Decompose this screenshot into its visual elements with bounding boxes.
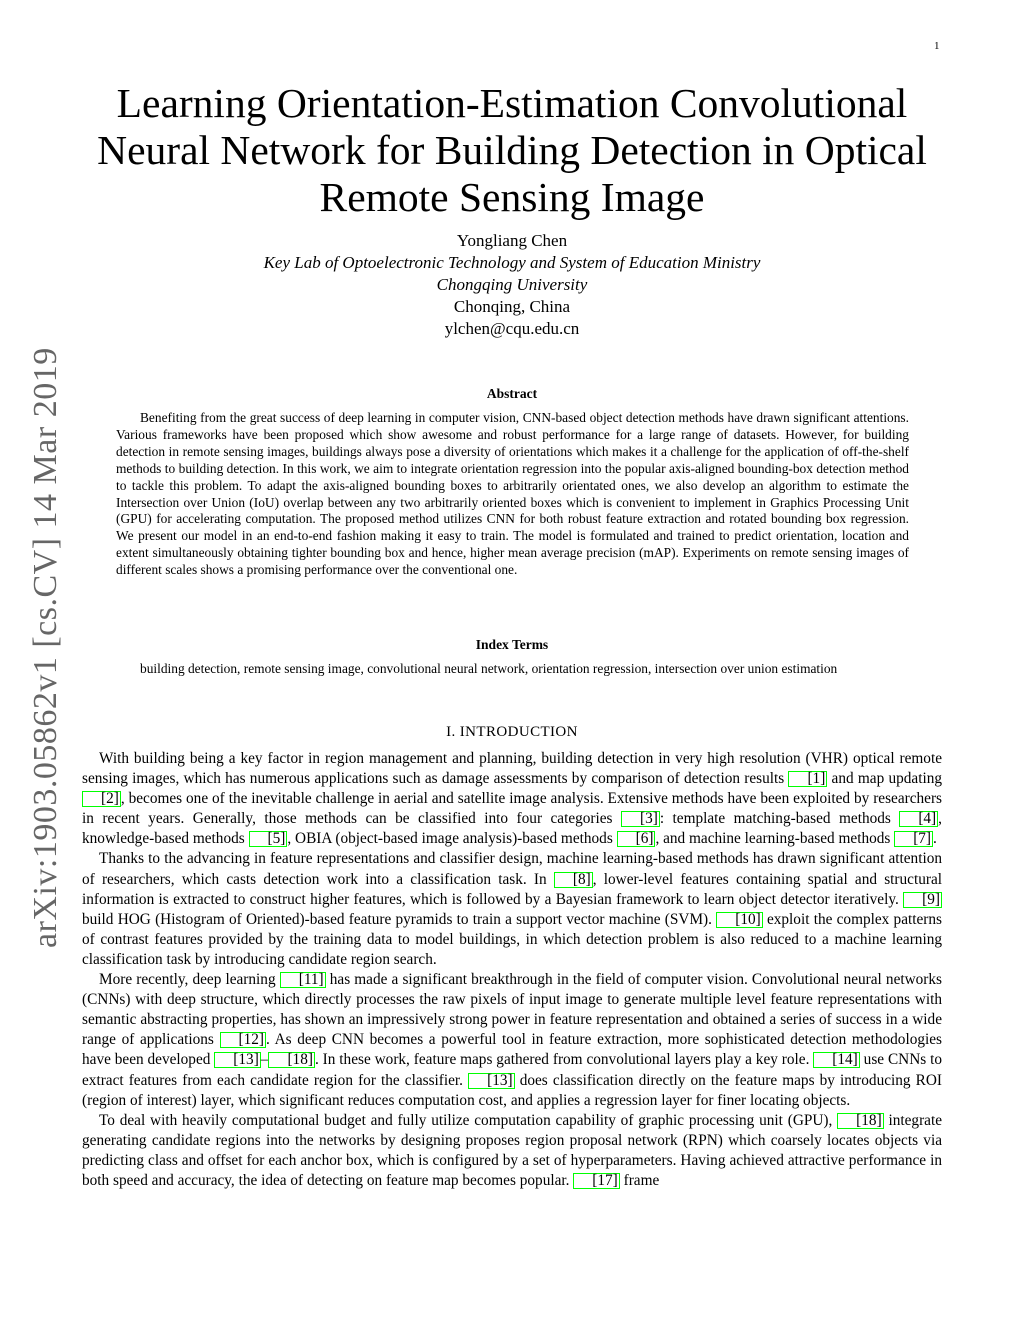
citation-link[interactable]: [18]: [268, 1052, 315, 1068]
citation-link[interactable]: [4]: [899, 811, 938, 827]
text-run: , lower-level features containing spatial and structural information is extracted to construct higher features, which is followed by a Bayesian framework to learn object detector iteratively.: [82, 870, 942, 908]
text-run: .: [933, 830, 937, 848]
section-numeral: I. I: [446, 724, 466, 740]
text-run: –: [260, 1051, 269, 1069]
text-run: With building being a key factor in region management and planning, building detection in very high resolution (VHR) optical remote sensing images, which has numerous applications such as damage assessments by comparison of detection results: [82, 750, 942, 788]
text-run: : template matching-based methods: [659, 810, 900, 828]
citation-link[interactable]: [18]: [837, 1113, 884, 1129]
index-terms-text: building detection, remote sensing image, convolutional neural network, orientation regression, intersection over union estimation: [140, 661, 838, 676]
paper-title: Learning Orientation-Estimation Convolutional Neural Network for Building Detection in Optical Remote Sensing Image: [97, 80, 927, 220]
author-location: Chonqing, China: [453, 297, 571, 316]
citation-link[interactable]: [13]: [214, 1052, 261, 1068]
arxiv-identifier-stamp[interactable]: arXiv:1903.05862v1 [cs.CV] 14 Mar 2019: [27, 347, 64, 948]
text-run: has made a significant breakthrough in the field of computer vision. Convolutional neural networks (CNNs) with deep structure, which directly processes the raw pixels of input image to generate multiple level feature representations with semantic abstracting properties, has shown an impressively strong power in feature representation and obtained a series of success in a wide range of applications: [82, 971, 942, 1049]
introduction-body: [82, 749, 942, 1191]
author-affiliation: Key Lab of Optoelectronic Technology and System of Education Ministry: [263, 253, 761, 272]
text-run: integrate generating candidate regions into the networks by designing proposes region proposal network (RPN) which coarsely locates objects via predicting class and offset for each anchor box, which is configured by a set of hyperparameters. Having achieved attractive performance in both speed and accuracy, the idea of detecting on feature map becomes popular.: [82, 1111, 942, 1189]
citation-link[interactable]: [12]: [220, 1032, 267, 1048]
text-run: does classification directly on the feature maps by introducing ROI (region of interest) layer, which significant reduces computation cost, and applies a regression layer for finer locating objects.: [82, 1071, 942, 1109]
citation-link[interactable]: [6]: [617, 831, 656, 847]
text-run: To deal with heavily computational budget and fully utilize computation capability of graphic processing unit (GPU),: [99, 1111, 838, 1129]
citation-link[interactable]: [7]: [894, 831, 933, 847]
intro-paragraph-3: [82, 970, 942, 1111]
text-run: exploit the complex patterns of contrast features provided by the training data to model buildings, in which detection problem is also reduced to a machine learning classification task by introducing candidate region search.: [82, 910, 942, 968]
citation-link[interactable]: [3]: [621, 811, 660, 827]
citation-link[interactable]: [9]: [903, 892, 942, 908]
text-run: , OBIA (object-based image analysis)-based methods: [287, 830, 617, 848]
intro-paragraph-4: [82, 1111, 942, 1191]
citation-link[interactable]: [13]: [468, 1073, 515, 1089]
citation-link[interactable]: [8]: [554, 872, 593, 888]
text-run: use CNNs to extract features from each candidate region for the classifier.: [82, 1051, 942, 1089]
section-title-rest: NTRODUCTION: [465, 724, 578, 740]
citation-link[interactable]: [14]: [813, 1052, 860, 1068]
citation-link[interactable]: [1]: [788, 771, 827, 787]
text-run: and map updating: [827, 770, 942, 788]
text-run: , knowledge-based methods: [82, 810, 942, 848]
page-number: 1: [934, 40, 940, 52]
text-run: , and machine learning-based methods: [655, 830, 895, 848]
index-terms-heading: Index Terms: [475, 637, 549, 652]
citation-link[interactable]: [5]: [249, 831, 288, 847]
text-run: frame: [619, 1171, 660, 1189]
text-run: build HOG (Histogram of Oriented)-based feature pyramids to train a support vector machine (SVM).: [82, 910, 717, 928]
text-run: , becomes one of the inevitable challenge in aerial and satellite image analysis. Extensive methods have been exploited by researchers in recent years. Generally, those methods can be classified into four categories: [82, 790, 942, 828]
intro-paragraph-1: [82, 749, 942, 849]
citation-link[interactable]: [2]: [82, 791, 121, 807]
abstract-text: Benefiting from the great success of deep learning in computer vision, CNN-based object detection methods have drawn significant attentions. Various frameworks have been proposed which show awesome and robust performance for a large range of datasets. However, for building detection in remote sensing images, buildings always pose a diversity of orientations which makes it a challenge for the application of off-the-shelf methods to building detection. In this work, we aim to integrate orientation regression into the popular axis-aligned bounding-box detection method to tackle this problem. To adapt the axis-aligned bounding boxes to arbitrarily orientated ones, we also develop an algorithm to estimate the Intersection over Union (IoU) overlap between any two arbitrarily oriented boxes which is convenient to implement in Graphics Processing Unit (GPU) for accelerating computation. The proposed method utilizes CNN for both robust feature extraction and rotated bounding box regression. We present our model in an end-to-end fashion making it easy to train. The model is formulated and trained to predict orientation, location and extent simultaneously obtaining tighter bounding box and hence, higher mean average precision (mAP). Experiments on remote sensing images of different scales shows a promising performance over the conventional one.: [116, 410, 909, 578]
introduction-heading: [82, 724, 942, 741]
text-run: . As deep CNN becomes a powerful tool in feature extraction, more sophisticated detection methodologies have been developed: [82, 1031, 942, 1069]
author-name: Yongliang Chen: [456, 231, 568, 250]
citation-link[interactable]: [10]: [716, 912, 763, 928]
author-university: Chongqing University: [436, 275, 588, 294]
author-block: [180, 230, 844, 340]
abstract-heading: Abstract: [486, 386, 538, 401]
text-run: More recently, deep learning: [99, 971, 280, 989]
intro-paragraph-2: [82, 849, 942, 970]
text-run: . In these work, feature maps gathered from convolutional layers play a key role.: [314, 1051, 814, 1069]
text-run: Thanks to the advancing in feature representations and classifier design, machine learning-based methods has drawn significant attention of researchers, which casts detection work into a classification task. In: [82, 850, 942, 888]
citation-link[interactable]: [17]: [573, 1173, 620, 1189]
citation-link[interactable]: [11]: [280, 972, 326, 988]
author-email[interactable]: ylchen@cqu.edu.cn: [444, 319, 580, 338]
